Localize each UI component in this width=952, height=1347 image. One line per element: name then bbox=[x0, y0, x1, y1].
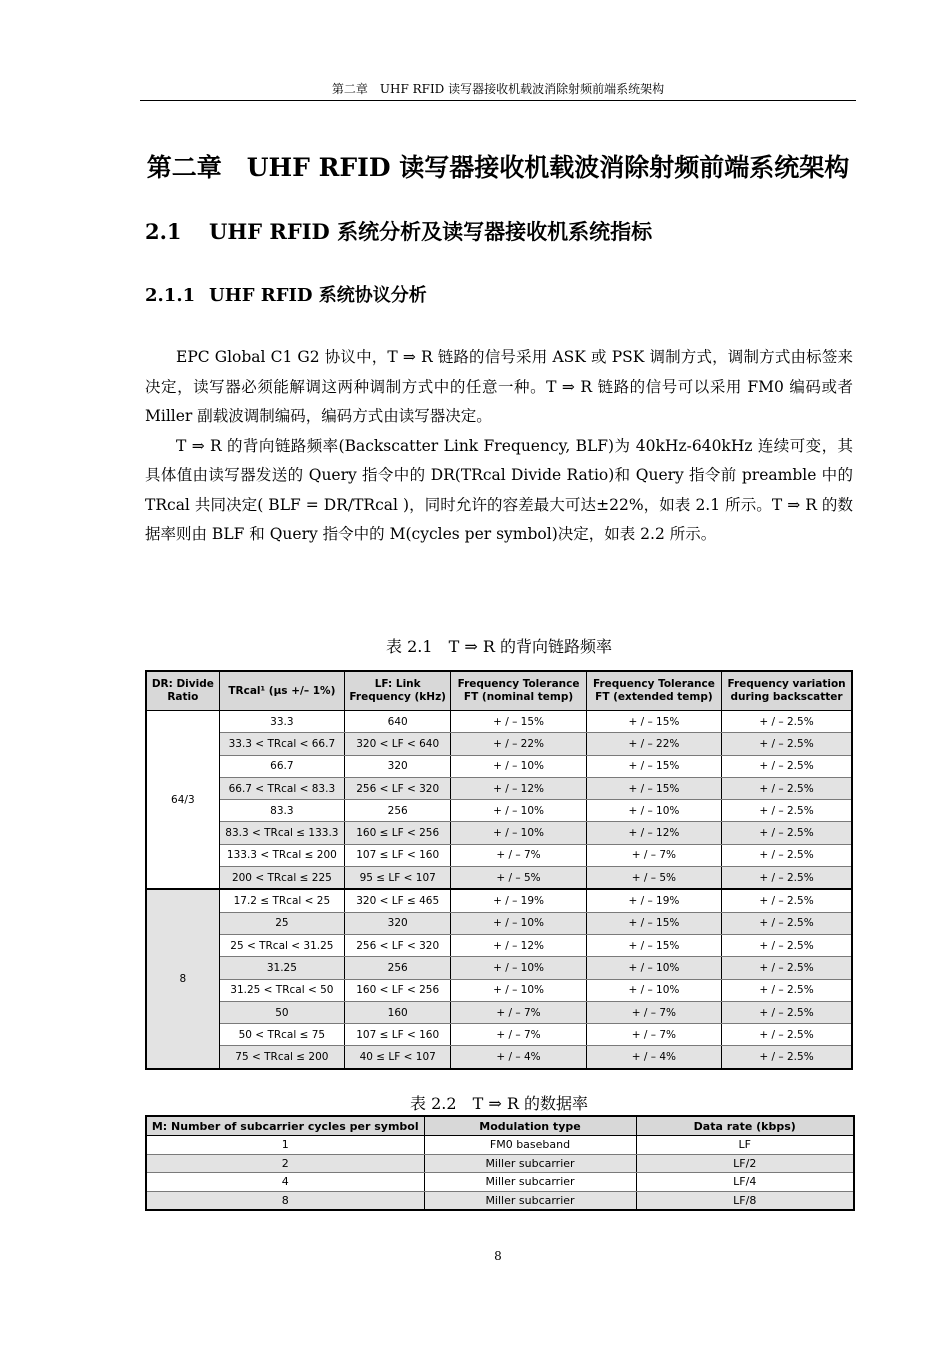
table-cell: 83.3 < TRcal ≤ 133.3 bbox=[219, 822, 344, 844]
chapter-title: 第二章 UHF RFID 读写器接收机载波消除射频前端系统架构 bbox=[146, 153, 850, 182]
table-cell: + / – 22% bbox=[586, 733, 721, 755]
section-number: 2.1 bbox=[145, 219, 182, 244]
section-title: UHF RFID 系统分析及读写器接收机系统指标 bbox=[209, 219, 653, 244]
table-cell: 160 bbox=[345, 1001, 451, 1023]
table-cell: LF bbox=[636, 1136, 854, 1155]
table-cell: Miller subcarrier bbox=[424, 1173, 636, 1192]
table-cell: + / – 2.5% bbox=[722, 822, 852, 844]
table-cell: 107 ≤ LF < 160 bbox=[345, 844, 451, 866]
table1-caption: 表 2.1 T ⇒ R 的背向链路频率 bbox=[386, 637, 612, 656]
table-cell: FM0 baseband bbox=[424, 1136, 636, 1155]
subsection-title: UHF RFID 系统协议分析 bbox=[209, 285, 427, 306]
table-cell: + / – 2.5% bbox=[722, 979, 852, 1001]
table-header-row bbox=[146, 671, 852, 711]
table-row bbox=[146, 755, 852, 777]
table-row bbox=[146, 844, 852, 866]
table-cell: + / – 15% bbox=[586, 755, 721, 777]
table-cell: 107 ≤ LF < 160 bbox=[345, 1024, 451, 1046]
column-header: Frequency variation during backscatter bbox=[722, 671, 852, 711]
column-header: LF: Link Frequency (kHz) bbox=[345, 671, 451, 711]
table-row bbox=[146, 800, 852, 822]
table-cell: 25 < TRcal < 31.25 bbox=[219, 934, 344, 956]
table-cell: 256 bbox=[345, 800, 451, 822]
table-cell: + / – 10% bbox=[451, 957, 586, 979]
table-cell: + / – 7% bbox=[586, 1024, 721, 1046]
table-cell: + / – 10% bbox=[586, 800, 721, 822]
table-cell: + / – 12% bbox=[451, 777, 586, 799]
table-cell: + / – 19% bbox=[451, 889, 586, 912]
table-row bbox=[146, 1001, 852, 1023]
table-cell: + / – 2.5% bbox=[722, 711, 852, 733]
table-cell: 320 bbox=[345, 912, 451, 934]
table-cell: + / – 2.5% bbox=[722, 800, 852, 822]
divide-ratio-cell: 64/3 bbox=[146, 711, 219, 890]
table-header-row bbox=[146, 1116, 854, 1136]
table-row bbox=[146, 934, 852, 956]
paragraph: T ⇒ R 的背向链路频率(Backscatter Link Frequency, BLF)为 40kHz-640kHz 连续可变，其具体值由读写器发送的 Query 指令中的 DR(TRcal Divide Ratio)和 Query 指令前 preamble 中的 TRcal 共同决定( BLF = DR/TRcal )，同时允许的容差最大可达±22%，如表 2.1 所示。T ⇒ R 的数据率则由 BLF 和 Query 指令中的 M(cycles per symbol)决定，如表 2.2 所示。 bbox=[145, 436, 853, 543]
table-cell: + / – 2.5% bbox=[722, 934, 852, 956]
table-cell: + / – 2.5% bbox=[722, 844, 852, 866]
table-cell: 320 < LF ≤ 465 bbox=[345, 889, 451, 912]
table-row bbox=[146, 1046, 852, 1069]
table-cell: + / – 19% bbox=[586, 889, 721, 912]
table-cell: + / – 2.5% bbox=[722, 1024, 852, 1046]
table-cell: + / – 7% bbox=[586, 1001, 721, 1023]
table-cell: + / – 2.5% bbox=[722, 733, 852, 755]
table2-caption: 表 2.2 T ⇒ R 的数据率 bbox=[410, 1094, 588, 1113]
table-cell: Miller subcarrier bbox=[424, 1154, 636, 1173]
table-cell: + / – 4% bbox=[451, 1046, 586, 1069]
data-rate-table bbox=[145, 1115, 855, 1211]
table-cell: 33.3 < TRcal < 66.7 bbox=[219, 733, 344, 755]
table-cell: 40 ≤ LF < 107 bbox=[345, 1046, 451, 1069]
table-cell: 83.3 bbox=[219, 800, 344, 822]
table-row bbox=[146, 1191, 854, 1210]
table-cell: + / – 2.5% bbox=[722, 1046, 852, 1069]
table-cell: + / – 10% bbox=[586, 979, 721, 1001]
table-cell: 256 bbox=[345, 957, 451, 979]
table-cell: + / – 10% bbox=[586, 957, 721, 979]
table-cell: 320 < LF < 640 bbox=[345, 733, 451, 755]
table-cell: + / – 15% bbox=[451, 711, 586, 733]
table-row bbox=[146, 822, 852, 844]
table-row bbox=[146, 889, 852, 912]
table-cell: + / – 10% bbox=[451, 822, 586, 844]
table-cell: + / – 12% bbox=[451, 934, 586, 956]
table-cell: + / – 7% bbox=[451, 844, 586, 866]
table-cell: 50 bbox=[219, 1001, 344, 1023]
column-header: TRcal¹ (µs +/– 1%) bbox=[219, 671, 344, 711]
column-header: Modulation type bbox=[424, 1116, 636, 1136]
table-cell: 66.7 bbox=[219, 755, 344, 777]
table-row bbox=[146, 979, 852, 1001]
table-cell: + / – 2.5% bbox=[722, 867, 852, 890]
subsection-number: 2.1.1 bbox=[145, 285, 196, 306]
table-cell: 1 bbox=[146, 1136, 424, 1155]
column-header: M: Number of subcarrier cycles per symbol bbox=[146, 1116, 424, 1136]
table-cell: 75 < TRcal ≤ 200 bbox=[219, 1046, 344, 1069]
column-header: DR: Divide Ratio bbox=[146, 671, 219, 711]
table-row bbox=[146, 733, 852, 755]
table-cell: + / – 7% bbox=[451, 1001, 586, 1023]
link-frequency-table bbox=[145, 670, 853, 1070]
table-cell: + / – 2.5% bbox=[722, 755, 852, 777]
table-cell: + / – 5% bbox=[451, 867, 586, 890]
table-cell: 160 < LF < 256 bbox=[345, 979, 451, 1001]
table-cell: 17.2 ≤ TRcal < 25 bbox=[219, 889, 344, 912]
table-cell: 31.25 < TRcal < 50 bbox=[219, 979, 344, 1001]
table-cell: LF/2 bbox=[636, 1154, 854, 1173]
table-row bbox=[146, 957, 852, 979]
table-cell: + / – 10% bbox=[451, 755, 586, 777]
table-row bbox=[146, 711, 852, 733]
table-cell: Miller subcarrier bbox=[424, 1191, 636, 1210]
table-cell: 4 bbox=[146, 1173, 424, 1192]
table-cell: LF/8 bbox=[636, 1191, 854, 1210]
body-text bbox=[145, 343, 853, 550]
table-cell: 2 bbox=[146, 1154, 424, 1173]
subsection-heading bbox=[145, 281, 427, 307]
table-row bbox=[146, 1173, 854, 1192]
table-cell: + / – 15% bbox=[586, 711, 721, 733]
table-row bbox=[146, 912, 852, 934]
table-cell: + / – 12% bbox=[586, 822, 721, 844]
table-cell: 33.3 bbox=[219, 711, 344, 733]
table-cell: + / – 2.5% bbox=[722, 1001, 852, 1023]
table-cell: + / – 7% bbox=[586, 844, 721, 866]
table-cell: + / – 15% bbox=[586, 934, 721, 956]
table-cell: + / – 2.5% bbox=[722, 957, 852, 979]
column-header: Frequency Tolerance FT (extended temp) bbox=[586, 671, 721, 711]
table-cell: 8 bbox=[146, 1191, 424, 1210]
table-cell: 256 < LF < 320 bbox=[345, 777, 451, 799]
table-cell: 25 bbox=[219, 912, 344, 934]
table-row bbox=[146, 1136, 854, 1155]
table-cell: + / – 2.5% bbox=[722, 912, 852, 934]
table-cell: + / – 7% bbox=[451, 1024, 586, 1046]
table-cell: 133.3 < TRcal ≤ 200 bbox=[219, 844, 344, 866]
table-cell: + / – 2.5% bbox=[722, 889, 852, 912]
table-cell: + / – 15% bbox=[586, 912, 721, 934]
table-cell: 160 ≤ LF < 256 bbox=[345, 822, 451, 844]
section-heading bbox=[145, 216, 652, 246]
table-cell: + / – 22% bbox=[451, 733, 586, 755]
table-cell: 320 bbox=[345, 755, 451, 777]
paragraph: EPC Global C1 G2 协议中，T ⇒ R 链路的信号采用 ASK 或 PSK 调制方式，调制方式由标签来决定，读写器必须能解调这两种调制方式中的任意一种。T ⇒ R 链路的信号可以采用 FM0 编码或者 Miller 副载波调制编码，编码方式由读写器决定。 bbox=[145, 348, 853, 425]
table-cell: 95 ≤ LF < 107 bbox=[345, 867, 451, 890]
table-row bbox=[146, 1024, 852, 1046]
table-cell: 50 < TRcal ≤ 75 bbox=[219, 1024, 344, 1046]
table-cell: 200 < TRcal ≤ 225 bbox=[219, 867, 344, 890]
table-cell: + / – 15% bbox=[586, 777, 721, 799]
page-number: 8 bbox=[494, 1249, 502, 1263]
table-row bbox=[146, 867, 852, 890]
table-cell: 640 bbox=[345, 711, 451, 733]
divide-ratio-cell: 8 bbox=[146, 889, 219, 1068]
column-header: Data rate (kbps) bbox=[636, 1116, 854, 1136]
table-row bbox=[146, 1154, 854, 1173]
header-rule bbox=[140, 100, 856, 101]
table-cell: + / – 2.5% bbox=[722, 777, 852, 799]
table-cell: + / – 4% bbox=[586, 1046, 721, 1069]
table-cell: 31.25 bbox=[219, 957, 344, 979]
table-cell: + / – 5% bbox=[586, 867, 721, 890]
table-cell: + / – 10% bbox=[451, 979, 586, 1001]
table-cell: 66.7 < TRcal < 83.3 bbox=[219, 777, 344, 799]
table-cell: 256 < LF < 320 bbox=[345, 934, 451, 956]
running-header: 第二章 UHF RFID 读写器接收机载波消除射频前端系统架构 bbox=[331, 82, 665, 96]
table-row bbox=[146, 777, 852, 799]
table-cell: + / – 10% bbox=[451, 912, 586, 934]
table-cell: + / – 10% bbox=[451, 800, 586, 822]
table-cell: LF/4 bbox=[636, 1173, 854, 1192]
column-header: Frequency Tolerance FT (nominal temp) bbox=[451, 671, 586, 711]
